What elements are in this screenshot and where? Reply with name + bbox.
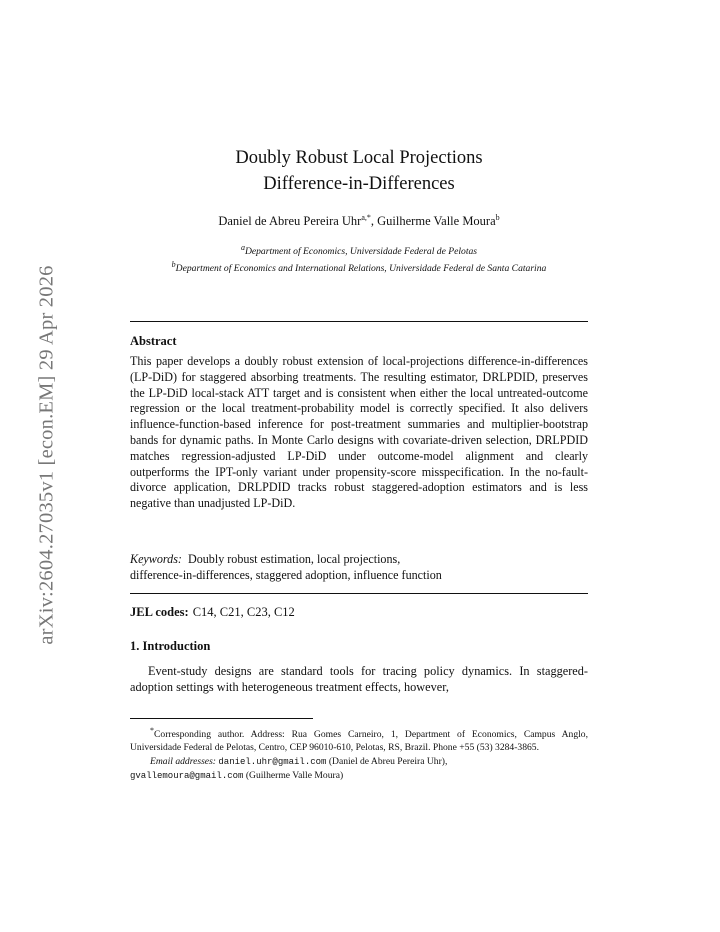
keywords	[130, 551, 588, 583]
email-link-1[interactable]: daniel.uhr@gmail.com	[218, 756, 327, 767]
jel-codes	[130, 605, 295, 620]
footnote-mark: *	[150, 726, 154, 735]
abstract-heading: Abstract	[130, 334, 177, 348]
section-heading: 1. Introduction	[130, 639, 211, 653]
affiliation-a: $^a$Department of Economics, Universidade Federal de Pelotas	[240, 243, 478, 258]
keywords-line-1: Doubly robust estimation, local projections,	[187, 552, 401, 566]
intro-paragraph: Event-study designs are standard tools for tracing policy dynamics. In staggered-adoption settings with heterogeneous treatment effects, however,	[130, 664, 588, 694]
abstract-top-rule	[130, 321, 588, 322]
author-name: Daniel de Abreu Pereira Uhr	[218, 214, 362, 229]
keywords-line-2: difference-in-differences, staggered adoption, influence function	[130, 568, 442, 582]
email-owner-2: (Guilherme Valle Moura)	[245, 769, 344, 781]
jel-values: C14, C21, C23, C12	[192, 605, 295, 619]
jel-label: JEL codes:	[130, 605, 189, 619]
email-link-2[interactable]: gvallemoura@gmail.com	[130, 770, 244, 781]
affiliations	[130, 241, 588, 275]
author-marks: a,*	[361, 213, 371, 222]
email-label: Email addresses:	[150, 755, 216, 767]
email-owner-1: (Daniel de Abreu Pereira Uhr),	[328, 755, 448, 767]
author-list: Daniel de Abreu Pereira Uhr$^{a,*}$, Guilherme Valle Moura$^b$	[218, 213, 500, 229]
paper-title	[130, 145, 588, 197]
affiliation-b: $^b$Department of Economics and International Relations, Universidade Federal de Santa Catarina	[171, 260, 547, 275]
footnote-text: Corresponding author. Address: Rua Gomes Carneiro, 1, Department of Economics, Campus Anglo, Universidade Federal de Pelotas, Centro, CEP 96010-610, Pelotas, RS, Brazil. Phone +55 (53) 3284-3865.	[130, 729, 588, 754]
footnote	[130, 724, 588, 783]
title-line-1: Doubly Robust Local Projections	[235, 148, 483, 168]
keywords-label: Keywords:	[130, 552, 182, 566]
author-name: Guilherme Valle Moura	[377, 214, 496, 229]
title-line-2: Difference-in-Differences	[263, 174, 455, 194]
arxiv-identifier: arXiv:2604.27035v1 [econ.EM] 29 Apr 2026	[35, 265, 58, 645]
abstract-bottom-rule	[130, 593, 588, 594]
abstract-text: This paper develops a doubly robust extension of local-projections difference-in-differences (LP-DiD) for staggered absorbing treatments. The resulting estimator, DRLPDID, preserves the LP-DiD local-stack ATT target and is consistent when either the local untreated-outcome regression or the local treatment-probability model is correctly specified. It also delivers influence-function-based inference for post-treatment summaries and multiplier-bootstrap bands for dynamic paths. In Monte Carlo designs with covariate-driven selection, DRLPDID matches regression-adjusted LP-DiD under outcome-model alignment and clearly outperforms the IPT-only variant under propensity-score misspecification. In the no-fault-divorce application, DRLPDID tracks robust staggered-adoption estimators and is less negative than unadjusted LP-DiD.	[130, 354, 588, 511]
footnote-rule	[130, 718, 313, 719]
author-marks: b	[495, 213, 500, 222]
